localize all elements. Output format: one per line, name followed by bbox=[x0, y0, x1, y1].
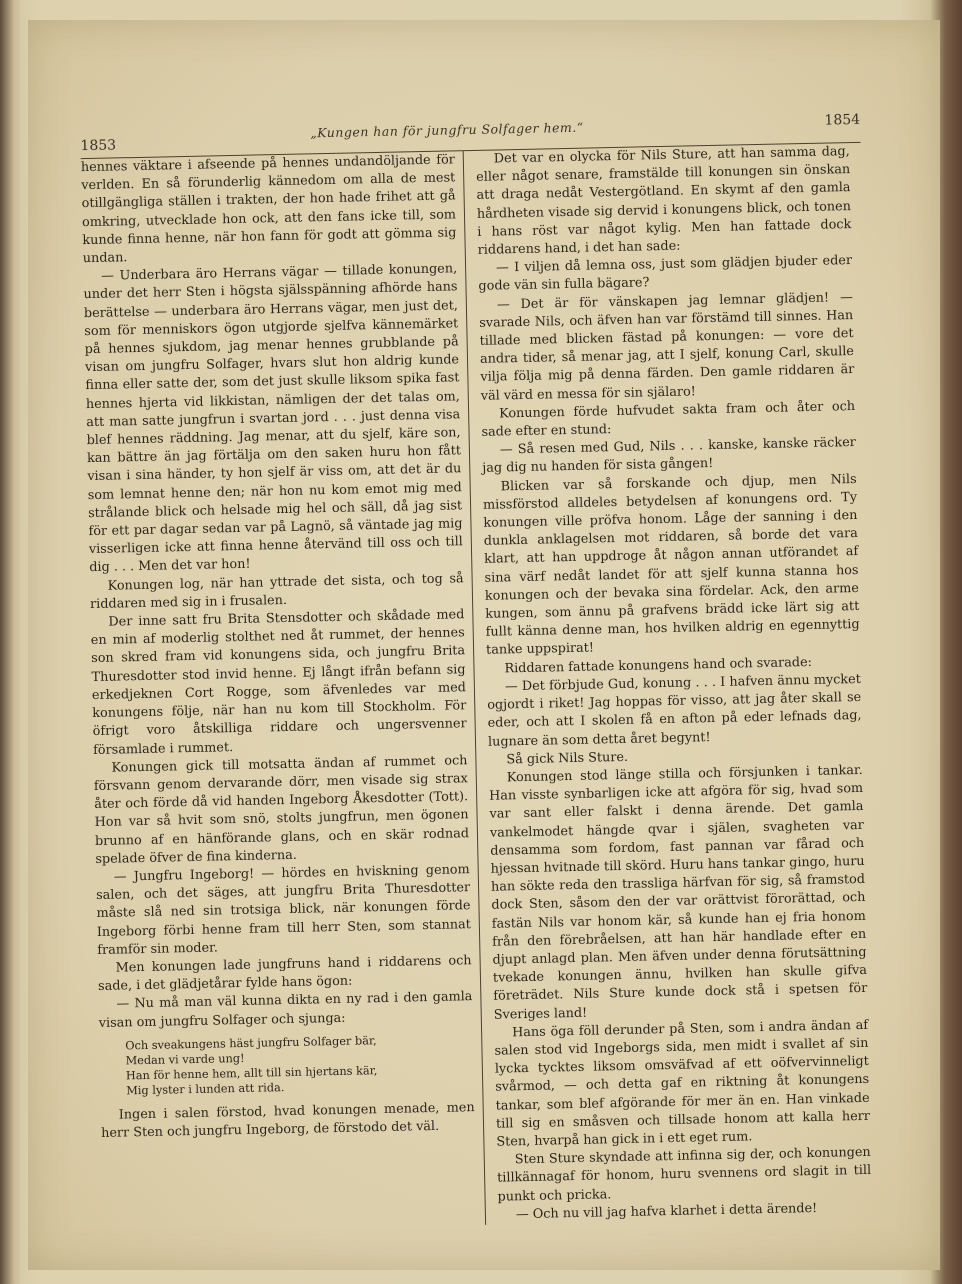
paragraph: Hans öga föll derunder på Sten, som i andra ändan af salen stod vid Ingeborgs sida, men midt i svallet af sin lycka tycktes liksom omsväfvad af ett oöfvervinneligt svårmod, — och detta gaf en riktning åt konungens tankar, som blef afgörande för mer än en. Han vinkade till sig en småsven och tillsade honom att kalla herr Sten, hvarpå han gick in i ett eget rum. bbox=[494, 1017, 871, 1150]
poem-line: Han för henne hem, allt till sin hjertans kär, bbox=[125, 1063, 378, 1083]
paragraph: Men konungen lade jungfruns hand i riddarens och sade, i det glädjetårar fylde hans ögon: bbox=[97, 953, 472, 995]
paragraph: Riddaren fattade konungens hand och svarade: bbox=[504, 654, 813, 677]
text-columns bbox=[81, 143, 883, 1233]
paragraph: Konungen förde hufvudet sakta fram och åter och sade efter en stund: bbox=[481, 398, 856, 440]
paragraph: Ingen i salen förstod, hvad konungen menade, men herr Sten och jungfru Ingeborg, de förstodo det väl. bbox=[100, 1099, 475, 1141]
paragraph: — I viljen då lemna oss, just som glädjen bjuder eder gode vän sin fulla bägare? bbox=[478, 253, 853, 295]
paragraph: Konungen gick till motsatta ändan af rummet och försvann genom dervarande dörr, men visade sig strax åter och förde då vid handen Ingeborg Åkesdotter (Tott). Hon var så hvit som snö, stolts jungfrun, men ögonen brunno af en hänförande glans, och en skär rodnad spelade öfver de fina kinderna. bbox=[93, 752, 470, 867]
paragraph: Konungen stod länge stilla och försjunken i tankar. Han visste synbarligen icke att afgöra för sig, hvad som var sant eller falskt i denna ärende. Det gamla vankelmodet hängde qvar i själen, svagheten var densamma som fordom, fast pannan var fårad och hjessan hvitnade till skörd. Huru hans tankar gingo, huru han sökte reda den trassliga härfvan för sig, så framstod dock Sten, såsom den der var orättvist förorättad, och fastän Nils var honom kär, så kunde han ej fria honom från den förebråelsen, att han här handlade efter en djupt anlagd plan. Men äfven under denna förutsättning tvekade konungen ännu, hvilken han skulle gifva företrädet. Nils Sture kunde dock stå i spetsen för Sveriges land! bbox=[489, 762, 868, 1023]
poem-line: Och sveakungens häst jungfru Solfager bär, bbox=[125, 1033, 377, 1053]
poem-line: Mig lyster i lunden att rida. bbox=[126, 1080, 285, 1098]
paragraph: Sten Sture skyndade att infinna sig der, och konungen tillkännagaf för honom, huru svennens ord slagit in till punkt och pricka. bbox=[497, 1145, 872, 1205]
poem-verse bbox=[125, 1031, 474, 1098]
poem-line: Medan vi varde ung! bbox=[125, 1051, 245, 1068]
right-column bbox=[463, 143, 872, 1225]
paragraph: — Jungfru Ingeborg! — hördes en hviskning genom salen, och det säges, att jungfru Brita Thuresdotter måste slå ned sin trotsiga blick, när konungen förde Ingeborg förbi henne fram till herr Sten, som stannat framför sin moder. bbox=[96, 862, 471, 958]
page-number-right: 1854 bbox=[824, 111, 861, 129]
paragraph: Blicken var så forskande och djup, men Nils missförstod alldeles betydelsen af konungens ord. Ty konungen ville pröfva honom. Låge der sanning i den dunkla anklagelsen mot riddaren, så borde det vara klart, att han uppdroge åt någon annan utförandet af sina värf nedåt landet för att sjelf kunna stanna hos konungen och der bevaka sina fördelar. Ack, den arme kungen, som ännu på grafvens brädd icke lärt sig att fullt känna denne man, hos hvilken aldrig en egennyttig tanke uppspirat! bbox=[482, 471, 860, 659]
paragraph: Det var en olycka för Nils Sture, att han samma dag, eller något senare, framstälde till konungen sin önskan att draga nedåt Vestergötland. En skymt af den gamla hårdheten visade sig dervid i konungens blick, och tonen i hans röst var något kylig. Men han fattade dock riddarens hand, i det han sade: bbox=[476, 144, 852, 258]
paragraph: — Det förbjude Gud, konung . . . I hafven ännu mycket ogjordt i riket! Jag hoppas för visso, att jag åter skall se eder, och att I skolen få en afton på eder lefnads dag, lugnare än som detta året begynt! bbox=[487, 671, 862, 750]
page-number-left: 1853 bbox=[80, 137, 117, 155]
paragraph: — Det är för vänskapen jag lemnar glädjen! — svarade Nils, och äfven han var förstämd till sinnes. Han tillade med blicken fästad på konungen: — vore det andra tider, så menar jag, att I sjelf, konung Carl, skulle vilja följa mig på denna färden. Den gamle riddaren är väl värd en messa för sin själaro! bbox=[479, 289, 855, 404]
paragraph: Konungen log, när han yttrade det sista, och tog så riddaren med sig in i frusalen. bbox=[89, 570, 464, 612]
page-content bbox=[80, 111, 882, 1223]
paragraph: — Så resen med Gud, Nils . . . kanske, kanske räcker jag dig nu handen för sista gången! bbox=[482, 435, 857, 477]
paragraph: — Nu må man väl kunna dikta en ny rad i den gamla visan om jungfru Solfager och sjunga: bbox=[98, 989, 473, 1031]
running-title: „Kungen han för jungfru Solfager hem.“ bbox=[310, 119, 584, 141]
paragraph: — Och nu vill jag hafva klarhet i detta ärende! bbox=[515, 1200, 818, 1223]
left-column bbox=[81, 151, 485, 1233]
page bbox=[28, 20, 940, 1270]
paragraph: Der inne satt fru Brita Stensdotter och skådade med en min af moderlig stolthet ned åt rummet, der hennes son skred fram vid konungens sida, och jungfru Brita Thuresdotter stod invid henne. Ej långt ifrån befann sig erkedjeknen Cort Rogge, som äfvenledes var med konungens följe, när han nu kom till Stockholm. För öfrigt voro åtskilliga riddare och ungersvenner församlade i rummet. bbox=[90, 607, 467, 758]
paragraph: — Underbara äro Herrans vägar — tillade konungen, under det herr Sten i högsta själsspänning afhörde hans berättelse — underbara äro Herrans vägar, men just det, som för menniskors ögon utgjorde sjelfva kännemärket på hennes sjukdom, jag menar hennes grubblande på visan om jungfru Solfager, hvars slut hon aldrig kunde finna eller satte der, som det just skulle liksom spika fast hennes hjerta vid likkistan, nämligen der det talas om, att man satte jungfrun i svartan jord . . . just denna visa blef hennes räddning. Jag menar, att du sjelf, käre son, kan bättre än jag förtälja om den saken huru hon fått visan i sina händer, ty hon sjelf är viss om, att det är du som lemnat henne den; när hon nu kom emot mig med strålande blick och helsade mig hel och säll, då jag sist för ett par dagar sedan var på Lagnö, så väntade jag mig visserligen icke att finna henne återvänd till oss och till dig . . . Men det var hon! bbox=[83, 261, 463, 576]
paragraph: hennes väktare i afseende på hennes undandöljande för verlden. En så förunderlig kännedom om alla de mest otillgängliga ställen i trakten, der hon hade frihet att gå omkring, utvecklade hon ock, att den fans icke till, som kunde finna henne, när hon fann för godt att gömma sig undan. bbox=[80, 152, 457, 267]
paragraph: Så gick Nils Sture. bbox=[506, 749, 629, 768]
